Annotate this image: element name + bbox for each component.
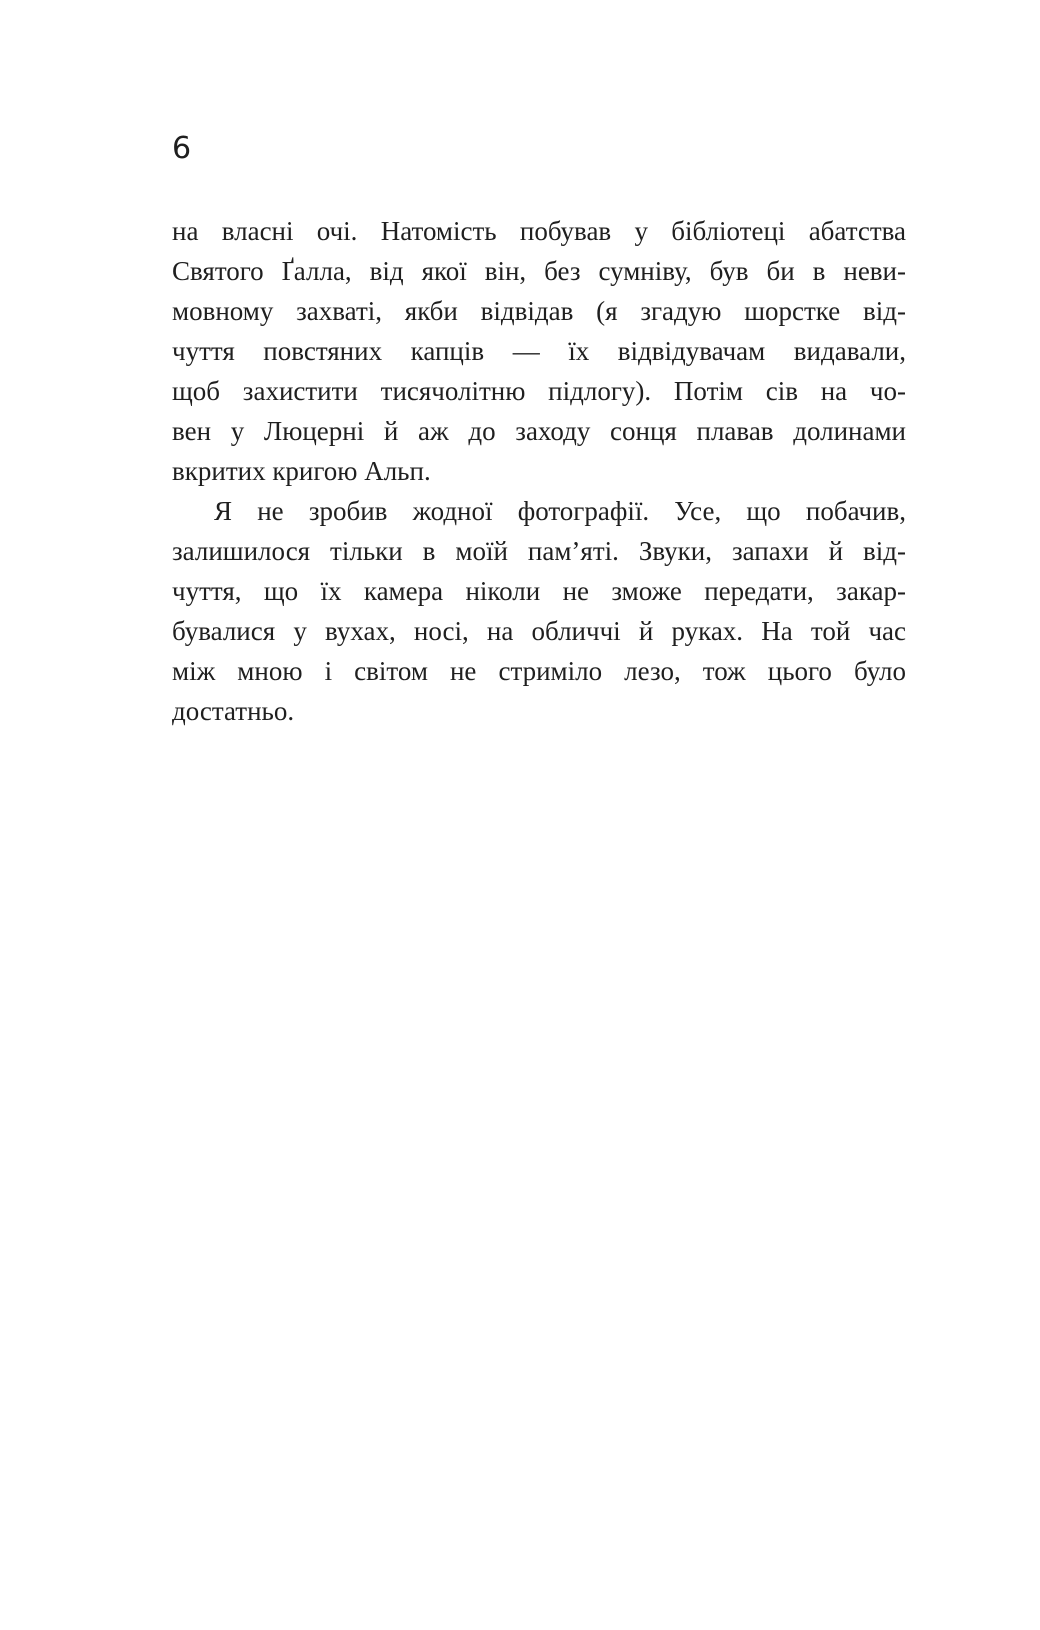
page-number: 6 [172,131,192,166]
paragraph [172,491,906,731]
text-line: Я не зробив жодної фотографії. Усе, що побачив, [214,496,906,526]
text-line: чуття, що їх камера ніколи не зможе передати, закар- [172,576,906,606]
text-line: на власні очі. Натомість побував у бібліотеці абатства [172,216,906,246]
text-line: чуття повстяних капців — їх відвідувачам видавали, [172,336,906,366]
text-line: достатньо. [172,696,295,726]
text-block [172,211,906,731]
paragraph [172,211,906,491]
text-line: вкритих кригою Альп. [172,456,431,486]
text-line: вен у Люцерні й аж до заходу сонця плавав долинами [172,416,906,446]
text-line: між мною і світом не стриміло лезо, тож цього було [172,656,906,686]
text-line: залишилося тільки в моїй пам’яті. Звуки, запахи й від- [172,536,906,566]
text-line: бувалися у вухах, носі, на обличчі й руках. На той час [172,616,906,646]
text-line: мовному захваті, якби відвідав (я згадую шорстке від- [172,296,906,326]
text-line: щоб захистити тисячолітню підлогу). Потім сів на чо- [172,376,906,406]
text-line: Святого Ґалла, від якої він, без сумніву, був би в неви- [172,256,906,286]
